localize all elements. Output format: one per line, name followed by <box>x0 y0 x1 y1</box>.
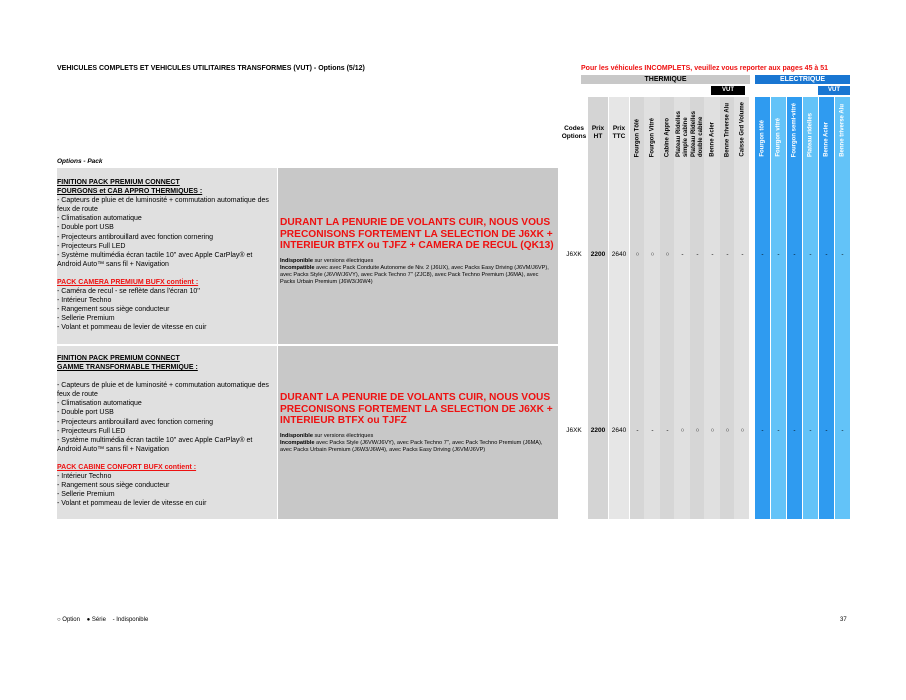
list-item: - Projecteurs Full LED <box>57 242 126 250</box>
indisp-label: Indisponible <box>280 257 313 264</box>
row1-t6: - <box>711 251 714 258</box>
col-bg-t3 <box>660 97 674 519</box>
incomplete-note: Pour les véhicules INCOMPLETS, veuillez vous reporter aux pages 45 à 51 <box>581 65 829 72</box>
row1-subtitle: FOURGONS et CAB APPRO THERMIQUES : <box>57 188 203 196</box>
list-item: - Intérieur Techno <box>57 473 112 481</box>
row2-t6: ○ <box>710 427 715 434</box>
row1-e6: - <box>841 251 844 258</box>
row1-t7: - <box>726 251 729 258</box>
row2-t3: - <box>666 427 669 434</box>
incomp-label: Incompatible <box>280 439 315 446</box>
col-label-e4 <box>803 97 818 157</box>
col-label-t7 <box>720 97 735 157</box>
page-number: 37 <box>840 617 847 623</box>
col-header-codes: Codes Options <box>561 125 587 140</box>
list-item: - Caméra de recul - se reflète dans l'écran 10'' <box>57 288 200 296</box>
col-label-t6 <box>705 97 720 157</box>
col-bg-e1 <box>755 97 770 519</box>
col-label-t8 <box>735 97 750 157</box>
row1-banner: DURANT LA PENURIE DE VOLANTS CUIR, NOUS VOUS PRECONISONS FORTEMENT LA SELECTION DE J6XK + INTERIEUR BTFX ou TJFZ + CAMERA DE RECUL (QK13) <box>280 217 554 251</box>
list-item: - Système multimédia écran tactile 10'' avec Apple CarPlay® et Android Auto™ sans fil + Navigation <box>57 251 253 268</box>
col-label-t1 <box>630 97 645 157</box>
vut-label-electric: VUT <box>818 86 850 95</box>
col-label-text: Benne Acier <box>709 122 715 157</box>
col-label-e3 <box>787 97 802 157</box>
col-label-t3 <box>660 97 675 157</box>
row1-t4: - <box>681 251 684 258</box>
col-label-text: Fourgon Tôlé <box>634 118 640 157</box>
group-electrique: ELECTRIQUE <box>755 75 850 84</box>
col-label-text: Cabine Appro <box>664 117 670 157</box>
indisp-text: sur versions électriques <box>312 432 374 439</box>
row2-code: J6XK <box>566 427 582 434</box>
col-label-text: Benne Acier <box>823 122 829 157</box>
incomp-text: avec Packs Style (J6VW/J6VY), avec Pack Techno 7'', avec Pack Techno Premium (J6MA), avec Packs Urbain Premium (J6W3/J6W4), avec Packs Easy Driving (J6VM/J6VP) <box>280 439 543 453</box>
list-item: - Capteurs de pluie et de luminosité + commutation automatique des feux de route <box>57 197 269 214</box>
row1-e3: - <box>793 251 796 258</box>
incomp-text: avec avec Pack Conduite Autonome de Niv. 2 (J6UX), avec Packs Easy Driving (J6VM/J6VP), avec Packs Style (J6VW/J6VY), avec Pack Techno 7'' (ZJC8), avec Pack Techno Premium (J6MA), avec Packs Urbain Premium (J6W3/J6W4) <box>280 264 549 285</box>
row2-e6: - <box>841 427 844 434</box>
col-bg-e3 <box>787 97 802 519</box>
col-label-t4 <box>675 97 690 157</box>
list-item: - Climatisation automatique <box>57 400 142 408</box>
list-item: - Rangement sous siège conducteur <box>57 482 170 490</box>
row2-t2: - <box>651 427 654 434</box>
col-header-prix-ht: Prix HT <box>591 125 605 140</box>
list-item: - Projecteurs antibrouillard avec fonction cornering <box>57 418 214 426</box>
col-label-text: Fourgon semi-vitré <box>791 102 797 157</box>
row2-t8: ○ <box>740 427 745 434</box>
row1-t3: ○ <box>665 251 670 258</box>
list-item: - Intérieur Techno <box>57 297 112 305</box>
incomp-label: Incompatible <box>280 264 315 271</box>
indisp-text: sur versions électriques <box>312 257 374 264</box>
list-item: - Projecteurs antibrouillard avec fonction cornering <box>57 233 214 241</box>
row2-description <box>57 354 277 508</box>
row2-pack-title: PACK CABINE CONFORT BUFX contient : <box>57 463 197 471</box>
row2-t7: ○ <box>725 427 730 434</box>
col-bg-t7 <box>720 97 734 519</box>
row1-pack-title: PACK CAMERA PREMIUM BUFX contient : <box>57 278 199 286</box>
col-label-text: Fourgon vitré <box>775 118 781 157</box>
options-pack-label: Options - Pack <box>57 158 103 165</box>
row2-subtitle: GAMME TRANSFORMABLE THERMIQUE : <box>57 364 198 372</box>
col-label-t5 <box>690 97 705 157</box>
legend: ○ Option ● Série - Indisponible <box>57 617 149 623</box>
row1-notice <box>280 217 555 286</box>
row2-e5: - <box>825 427 828 434</box>
list-item: - Double port USB <box>57 409 114 417</box>
col-label-text: Benne triverse Alu <box>839 104 845 157</box>
list-item: - Volant et pommeau de levier de vitesse en cuir <box>57 500 207 508</box>
col-label-text: Fourgon Vitré <box>649 117 655 157</box>
col-label-text: Fourgon tôlé <box>759 120 765 157</box>
row2-e2: - <box>777 427 780 434</box>
row2-notice <box>280 392 555 454</box>
row1-e1: - <box>761 251 764 258</box>
list-item: - Sellerie Premium <box>57 315 115 323</box>
col-bg-e5 <box>819 97 834 519</box>
row1-prix-ttc: 2640 <box>611 251 627 258</box>
row2-t5: ○ <box>695 427 700 434</box>
row2-e1: - <box>761 427 764 434</box>
group-thermique: THERMIQUE <box>581 75 750 84</box>
row2-title: FINITION PACK PREMIUM CONNECT <box>57 355 180 362</box>
col-label-text: Caisse Grd Volume <box>739 102 745 157</box>
list-item: - Rangement sous siège conducteur <box>57 306 170 314</box>
indisp-label: Indisponible <box>280 432 313 439</box>
page-title: VEHICULES COMPLETS ET VEHICULES UTILITAIRES TRANSFORMES (VUT) - Options (5/12) <box>57 65 365 72</box>
list-item: - Capteurs de pluie et de luminosité + commutation automatique des feux de route <box>57 382 269 399</box>
row2-banner: DURANT LA PENURIE DE VOLANTS CUIR, NOUS VOUS PRECONISONS FORTEMENT LA SELECTION DE J6XK + INTERIEUR BTFX ou TJFZ <box>280 392 553 426</box>
row1-t5: - <box>696 251 699 258</box>
row2-prix-ttc: 2640 <box>611 427 627 434</box>
row2-e4: - <box>809 427 812 434</box>
col-bg-e2 <box>771 97 786 519</box>
list-item: - Double port USB <box>57 224 114 232</box>
list-item: - Volant et pommeau de levier de vitesse en cuir <box>57 324 207 332</box>
list-item: - Sellerie Premium <box>57 491 115 499</box>
row1-e2: - <box>777 251 780 258</box>
list-item: - Climatisation automatique <box>57 215 142 223</box>
col-bg-prix-ttc <box>609 97 629 519</box>
row1-prix-ht: 2200 <box>590 251 606 258</box>
col-label-text: Plateau ridelles <box>807 112 813 157</box>
list-item: - Projecteurs Full LED <box>57 427 126 435</box>
row1-t1: ○ <box>635 251 640 258</box>
col-label-text: Plateau Ridelles simple cabine <box>675 110 689 157</box>
row1-title: FINITION PACK PREMIUM CONNECT <box>57 179 180 186</box>
row2-prix-ht: 2200 <box>590 427 606 434</box>
col-label-text: Benne Triverse Alu <box>724 102 730 157</box>
col-label-e6 <box>835 97 850 157</box>
col-bg-e6 <box>835 97 850 519</box>
col-bg-t1 <box>630 97 644 519</box>
row1-e4: - <box>809 251 812 258</box>
row1-e5: - <box>825 251 828 258</box>
col-bg-t5 <box>690 97 704 519</box>
col-bg-e4 <box>803 97 818 519</box>
col-label-e1 <box>755 97 770 157</box>
row1-code: J6XK <box>566 251 582 258</box>
col-label-text: Plateau Ridelles double cabine <box>690 110 704 157</box>
row1-description <box>57 178 277 333</box>
col-bg-prix-ht <box>588 97 608 519</box>
row2-e3: - <box>793 427 796 434</box>
row1-t8: - <box>741 251 744 258</box>
list-item: - Système multimédia écran tactile 10'' avec Apple CarPlay® et Android Auto™ sans fil + Navigation <box>57 436 253 453</box>
col-label-e2 <box>771 97 786 157</box>
vut-label: VUT <box>711 86 745 95</box>
col-label-t2 <box>645 97 660 157</box>
row1-t2: ○ <box>650 251 655 258</box>
row2-t1: - <box>636 427 639 434</box>
row2-t4: ○ <box>680 427 685 434</box>
col-label-e5 <box>819 97 834 157</box>
col-header-prix-ttc: Prix TTC <box>612 125 626 140</box>
